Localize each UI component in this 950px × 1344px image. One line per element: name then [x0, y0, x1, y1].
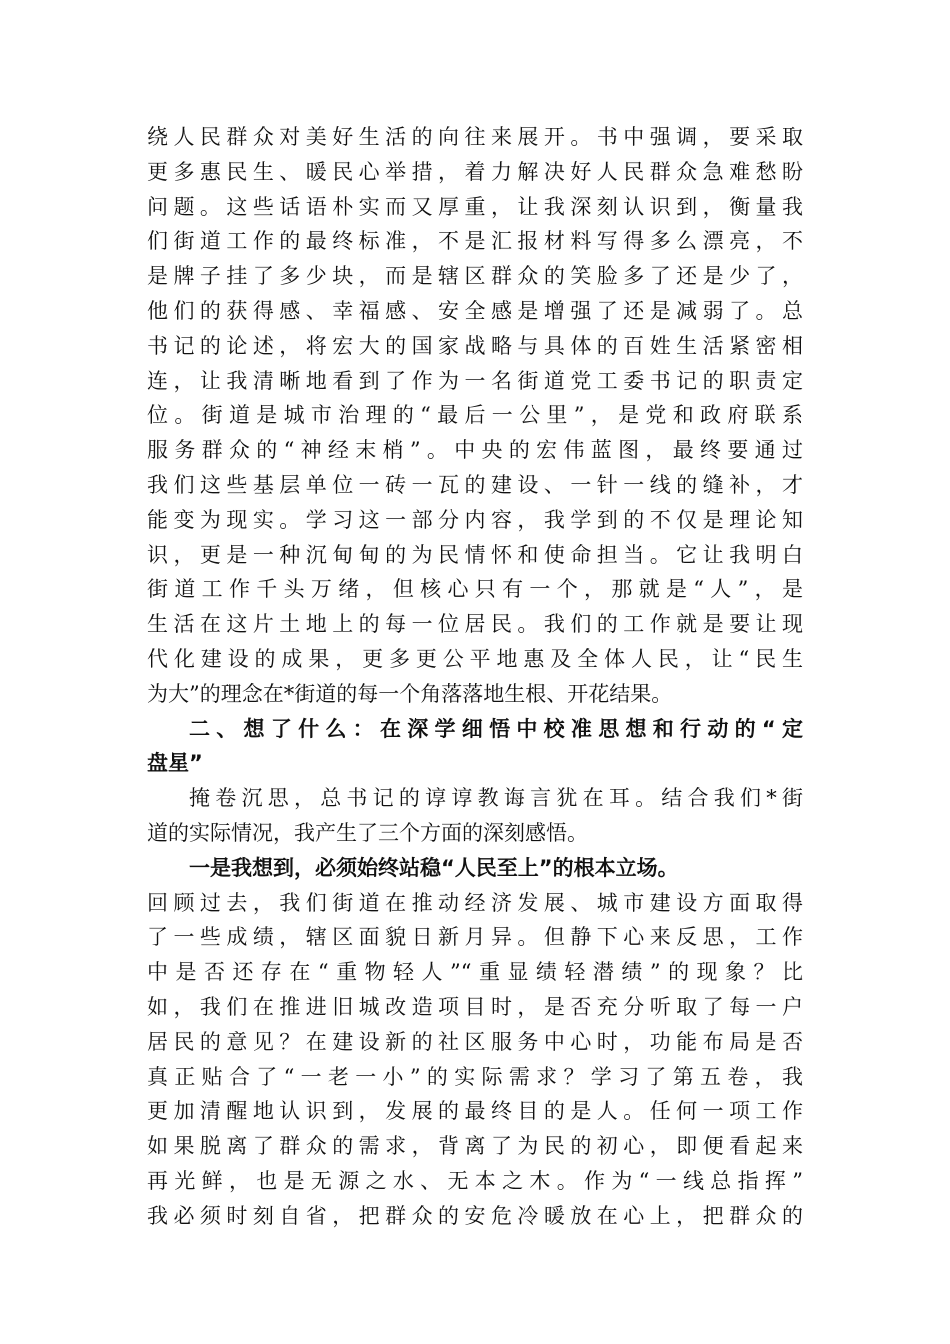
text-line: 们街道工作的最终标准，不是汇报材料写得多么漂亮，不	[147, 229, 803, 254]
text-line: 为大”的理念在*街道的每一个角落落地生根、开花结果。	[147, 681, 673, 706]
text-line: 再光鲜，也是无源之水、无本之木。作为“一线总指挥”	[147, 1168, 803, 1193]
text-line: 中是否还存在“重物轻人”“重显绩轻潜绩”的现象？比	[147, 960, 803, 985]
text-line: 道的实际情况，我产生了三个方面的深刻感悟。	[147, 820, 588, 845]
text-line: 能变为现实。学习这一部分内容，我学到的不仅是理论知	[147, 507, 803, 532]
text-line: 我必须时刻自省，把群众的安危冷暖放在心上，把群众的	[147, 1203, 803, 1228]
text-line: 生活在这片土地上的每一位居民。我们的工作就是要让现	[147, 612, 803, 637]
text-line: 真正贴合了“一老一小”的实际需求？学习了第五卷，我	[147, 1064, 803, 1089]
text-line: 回顾过去，我们街道在推动经济发展、城市建设方面取得	[147, 890, 803, 915]
text-line: 代化建设的成果，更多更公平地惠及全体人民，让“民生	[147, 646, 803, 671]
text-line: 了一些成绩，辖区面貌日新月异。但静下心来反思，工作	[147, 925, 803, 950]
text-line: 他们的获得感、幸福感、安全感是增强了还是减弱了。总	[147, 298, 803, 323]
text-line: 位。街道是城市治理的“最后一公里”，是党和政府联系	[147, 403, 803, 428]
body-paragraph-3	[147, 851, 803, 1234]
text-line: 连，让我清晰地看到了作为一名街道党工委书记的职责定	[147, 368, 803, 393]
text-line: 更多惠民生、暖民心举措，着力解决好人民群众急难愁盼	[147, 159, 803, 184]
heading-line: 盘星”	[147, 751, 203, 776]
text-line: 识，更是一种沉甸甸的为民情怀和使命担当。它让我明白	[147, 542, 803, 567]
text-line: 掩卷沉思，总书记的谆谆教诲言犹在耳。结合我们*街	[189, 786, 803, 811]
heading-line: 二、想了什么：在深学细悟中校准思想和行动的“定	[189, 716, 803, 741]
point-lead-line: 一是我想到，必须始终站稳“人民至上”的根本立场。	[189, 855, 679, 880]
text-line: 如果脱离了群众的需求，背离了为民的初心，即便看起来	[147, 1134, 803, 1159]
text-line: 书记的论述，将宏大的国家战略与具体的百姓生活紧密相	[147, 333, 803, 358]
text-line: 更加清醒地认识到，发展的最终目的是人。任何一项工作	[147, 1099, 803, 1124]
text-line: 如，我们在推进旧城改造项目时，是否充分听取了每一户	[147, 994, 803, 1019]
text-line: 我们这些基层单位一砖一瓦的建设、一针一线的缝补，才	[147, 472, 803, 497]
text-line: 绕人民群众对美好生活的向往来展开。书中强调，要采取	[147, 125, 803, 149]
body-paragraph-2	[147, 781, 803, 851]
text-line: 居民的意见？在建设新的社区服务中心时，功能布局是否	[147, 1029, 803, 1054]
text-line: 街道工作千头万绪，但核心只有一个，那就是“人”，是	[147, 577, 803, 602]
text-line: 是牌子挂了多少块，而是辖区群众的笑脸多了还是少了，	[147, 264, 803, 289]
body-paragraph-1	[147, 120, 803, 712]
document-page	[147, 120, 803, 1234]
text-line: 问题。这些话语朴实而又厚重，让我深刻认识到，衡量我	[147, 194, 803, 219]
section-heading-2	[147, 712, 803, 782]
text-line: 服务群众的“神经末梢”。中央的宏伟蓝图，最终要通过	[147, 438, 803, 463]
